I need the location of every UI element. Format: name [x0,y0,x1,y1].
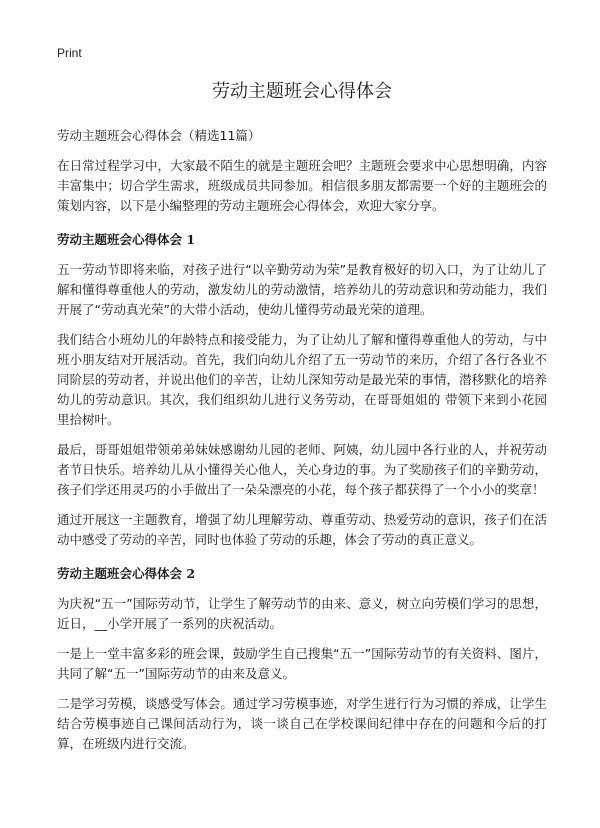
page-title: 劳动主题班会心得体会 [212,81,392,102]
paragraph: 我们结合小班幼儿的年龄特点和接受能力，为了让幼儿了解和懂得尊重他人的劳动，与中班小朋友结对开展活动。首先，我们向幼儿介绍了五一劳动节的来历，介绍了各行各业不同阶层的劳动者，并说出他们的辛苦，让幼儿深知劳动是最光荣的事情，潜移默化的培养幼儿的劳动意识。其次，我们组织幼儿进行义务劳动，在哥哥姐姐的 带领下来到小花园里拾树叶。 [57,332,547,427]
paragraph: 五一劳动节即将来临，对孩子进行“以辛勤劳动为荣”是教育极好的切入口，为了让幼儿了解和懂得尊重他人的劳动，激发幼儿的劳动激情，培养幼儿的劳动意识和劳动能力，我们开展了“劳动真光荣”的大带小活动，使幼儿懂得劳动最光荣的道理。 [57,262,547,317]
paragraph: 为庆祝“五一”国际劳动节，让学生了解劳动节的由来、意义，树立向劳模们学习的思想，近日，__小学开展了一系列的庆祝活动。 [57,596,547,631]
section-heading: 劳动主题班会心得体会 1 [57,232,196,247]
section-heading: 劳动主题班会心得体会 2 [57,566,196,581]
print-link[interactable]: Print [57,46,82,60]
paragraph: 最后，哥哥姐姐带领弟弟妹妹感谢幼儿园的老师、阿姨，幼儿园中各行业的人，并祝劳动者节日快乐。培养幼儿从小懂得关心他人，关心身边的事。为了奖励孩子们的辛勤劳动，孩子们学还用灵巧的小手做出了一朵朵漂亮的小花，每个孩子都获得了一个小小的奖章！ [57,442,547,497]
section-2 [57,564,547,754]
document-body [57,78,547,764]
document-subtitle: 劳动主题班会心得体会（精选11篇） [57,128,261,143]
paragraph: 二是学习劳模，谈感受写体会。通过学习劳模事迹，对学生进行行为习惯的养成，让学生结合劳模事迹自己课间活动行为，谈一谈自己在学校课间纪律中存在的问题和今后的打算，在班级内进行交流。 [57,696,547,751]
paragraph: 一是上一堂丰富多彩的班会课，鼓励学生自己搜集“五一”国际劳动节的有关资料、图片，共同了解“五一”国际劳动节的由来及意义。 [57,646,547,681]
section-1 [57,230,547,550]
intro-paragraph: 在日常过程学习中，大家最不陌生的就是主题班会吧？主题班会要求中心思想明确，内容丰富集中；切合学生需求，班级成员共同参加。相信很多朋友都需要一个好的主题班会的策划内容，以下是小编整理的劳动主题班会心得体会，欢迎大家分享。 [57,158,547,213]
paragraph: 通过开展这一主题教育，增强了幼儿理解劳动、尊重劳动、热爱劳动的意识，孩子们在活动中感受了劳动的辛苦，同时也体验了劳动的乐趣，体会了劳动的真正意义。 [57,512,547,547]
